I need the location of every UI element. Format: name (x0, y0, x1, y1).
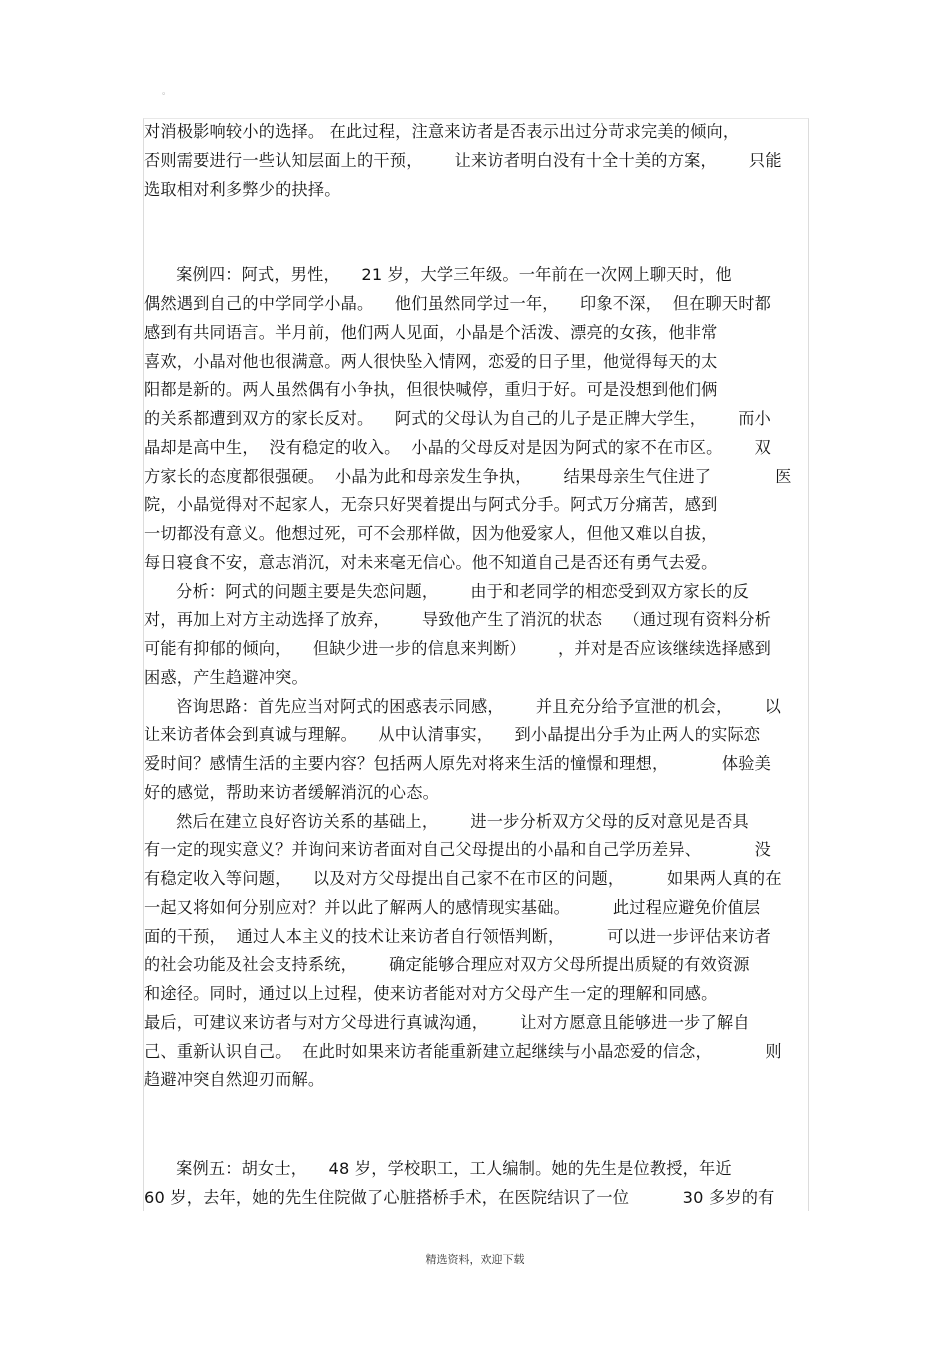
text-line: 咨询思路：首先应当对阿式的困惑表示同感， 并且充分给予宣泄的机会， 以 (144, 696, 782, 716)
text-line: 然后在建立良好咨访关系的基础上， 进一步分析双方父母的反对意见是否具 (144, 811, 749, 831)
text-line: 分析：阿式的问题主要是失恋问题， 由于和老同学的相恋受到双方家长的反 (144, 581, 749, 601)
text-line: 方家长的态度都很强硬。 小晶为此和母亲发生争执， 结果母亲生气住进了 医 (144, 466, 792, 486)
page-footer: 精选资料，欢迎下载 (425, 1253, 525, 1266)
text-line: 晶却是高中生， 没有稳定的收入。 小晶的父母反对是因为阿式的家不在市区。 双 (144, 437, 772, 457)
case-four-block (144, 261, 806, 1095)
text-line: 感到有共同语言。半月前，他们两人见面，小晶是个活泼、漂亮的女孩，他非常 (144, 322, 718, 342)
text-line: 的社会功能及社会支持系统， 确定能够合理应对双方父母所提出质疑的有效资源 (144, 955, 750, 975)
text-line: 和途径。同时，通过以上过程，使来访者能对对方父母产生一定的理解和同感。 (144, 984, 718, 1003)
case-five-block (144, 1155, 806, 1213)
text-line: 一起又将如何分别应对？并以此了解两人的感情现实基础。 此过程应避免价值层 (144, 897, 761, 917)
text-line: 面的干预， 通过人本主义的技术让来访者自行领悟判断， 可以进一步评估来访者 (144, 926, 772, 946)
text-line: 的关系都遭到双方的家长反对。 阿式的父母认为自己的儿子是正牌大学生， 而小 (144, 409, 772, 428)
text-line: 对消极影响较小的选择。 在此过程，注意来访者是否表示出过分苛求完美的倾向， (144, 122, 740, 141)
text-line: 有一定的现实意义？并询问来访者面对自己父母提出的小晶和自己学历差异、 没 (144, 840, 772, 860)
page-mark: 。 (162, 87, 172, 97)
text-line: 己、重新认识自己。 在此时如果来访者能重新建立起继续与小晶恋爱的信念， 则 (144, 1041, 782, 1061)
text-line: 案例四：阿式，男性， 21 岁，大学三年级。一年前在一次网上聊天时，他 (144, 265, 732, 285)
text-line: 爱时间？感情生活的主要内容？包括两人原先对将来生活的憧憬和理想， 体验美 (144, 754, 772, 773)
text-line: 对，再加上对方主动选择了放弃， 导致他产生了消沉的状态 （通过现有资料分析 (144, 610, 772, 630)
text-line: 喜欢，小晶对他也很满意。两人很快坠入情网，恋爱的日子里，他觉得每天的太 (144, 351, 718, 371)
text-line: 困惑，产生趋避冲突。 (144, 667, 308, 687)
text-line: 选取相对利多弊少的抉择。 (144, 179, 341, 199)
text-line: 让来访者体会到真诚与理解。 从中认清事实， 到小晶提出分手为止两人的实际恋 (144, 725, 761, 745)
text-line: 趋避冲突自然迎刃而解。 (144, 1070, 325, 1090)
text-line: 院，小晶觉得对不起家人，无奈只好哭着提出与阿式分手。阿式万分痛苦，感到 (144, 495, 718, 515)
section-gap (144, 1095, 806, 1155)
intro-block (144, 118, 806, 204)
text-line: 阳都是新的。两人虽然偶有小争执，但很快喊停，重归于好。可是没想到他们俩 (144, 380, 718, 400)
text-line: 一切都没有意义。他想过死，可不会那样做，因为他爱家人，但他又难以自拔， (144, 524, 718, 543)
section-gap (144, 204, 806, 261)
text-line: 好的感觉，帮助来访者缓解消沉的心态。 (144, 782, 439, 802)
text-line: 否则需要进行一些认知层面上的干预， 让来访者明白没有十全十美的方案， 只能 (144, 150, 782, 170)
text-line: 最后，可建议来访者与对方父母进行真诚沟通， 让对方愿意且能够进一步了解自 (144, 1012, 750, 1032)
text-line: 每日寝食不安，意志消沉，对未来毫无信心。他不知道自己是否还有勇气去爱。 (144, 552, 718, 572)
text-line: 案例五：胡女士， 48 岁，学校职工，工人编制。她的先生是位教授，年近 (144, 1159, 732, 1178)
text-line: 有稳定收入等问题， 以及对方父母提出自己家不在市区的问题， 如果两人真的在 (144, 869, 782, 888)
document-body (144, 118, 806, 1213)
text-line: 偶然遇到自己的中学同学小晶。 他们虽然同学过一年， 印象不深， 但在聊天时都 (144, 294, 772, 313)
text-line: 60 岁，去年，她的先生住院做了心脏搭桥手术，在医院结识了一位 30 多岁的有 (144, 1187, 775, 1207)
text-line: 可能有抑郁的倾向， 但缺少进一步的信息来判断） ，并对是否应该继续选择感到 (144, 639, 772, 658)
